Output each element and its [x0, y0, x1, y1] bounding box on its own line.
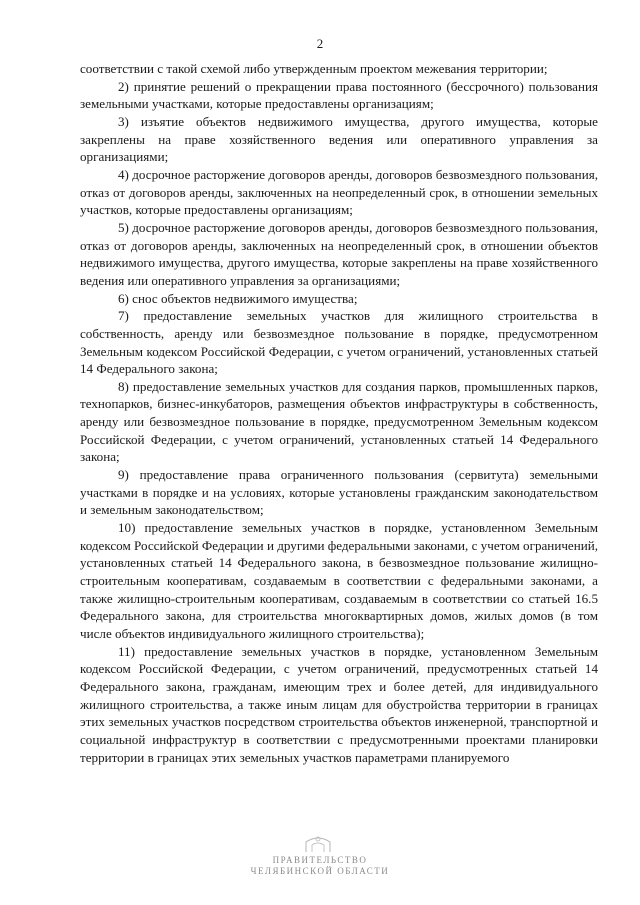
paragraph-item-10: 10) предоставление земельных участков в порядке, установленном Земельным кодексом Российской Федерации и другими федеральными законами, с учетом ограничений, установленных статьей 14 Федерального закона, в безвозмездное пользование жилищно-строительным кооперативам, создаваемым в соответствии с федеральными законами, а также жилищно-строительным кооперативам, создаваемым в соответствии со статьей 16.5 Федерального закона, для строительства многоквартирных домов, жилых домов (в том числе объектов индивидуального жилищного строительства); [80, 520, 599, 641]
page-number: 2 [316, 36, 324, 51]
paragraph-item-9: 9) предоставление права ограниченного пользования (сервитута) земельными участками в порядке и на условиях, которые установлены гражданским законодательством и земельным законодательством; [80, 467, 598, 518]
paragraph-item-5: 5) досрочное расторжение договоров аренды, договоров безвозмездного пользования, отказ от договоров аренды, заключенных на неопределенный срок, в отношении объектов недвижимого имущества, другого имущества, которые закреплены на праве хозяйственного ведения или оперативного управления за организациями; [80, 219, 598, 288]
paragraph-item-8: 8) предоставление земельных участков для создания парков, промышленных парков, технопарков, бизнес-инкубаторов, размещения объектов инфраструктуры в собственность, аренду или безвозмездное пользование в порядке, предусмотренном Земельным кодексом Российской Федерации, с учетом ограничений, установленных статьей 14 Федерального закона; [80, 378, 598, 465]
watermark-stamp [0, 855, 640, 877]
document-body [80, 60, 598, 766]
paragraph-item-11: 11) предоставление земельных участков в порядке, установленном Земельным кодексом Российской Федерации, с учетом ограничений, предусмотренных статьей 14 Федерального закона, гражданам, имеющим трех и более детей, для индивидуального жилищного строительства, а также иным лицам для обустройства территории в границах этих земельных участков посредством строительства объектов инженерной, транспортной и социальной инфраструктур в соответствии с предусмотренными проектами планировки территории в границах этих земельных участков параметрами планируемого [80, 643, 598, 765]
paragraph-item-4: 4) досрочное расторжение договоров аренды, договоров безвозмездного пользования, отказ от договоров аренды, заключенных на неопределенный срок, в отношении земельных участков, которые предоставлены организациям; [80, 166, 598, 218]
paragraph-item-7: 7) предоставление земельных участков для жилищного строительства в собственность, аренду или безвозмездное пользование в порядке, предусмотренном Земельным кодексом Российской Федерации, с учетом ограничений, установленных статьей 14 Федерального закона; [80, 308, 598, 377]
stamp-line-1: ПРАВИТЕЛЬСТВО [272, 855, 368, 865]
paragraph-item-3: 3) изъятие объектов недвижимого имущества, другого имущества, которые закреплены на праве хозяйственного ведения или оперативного управления за организациями; [80, 113, 598, 165]
emblem-icon [300, 832, 336, 854]
paragraph-item-6: 6) снос объектов недвижимого имущества; [118, 290, 358, 306]
paragraph-continuation: соответствии с такой схемой либо утвержденным проектом межевания территории; [80, 61, 548, 76]
paragraph-item-2: 2) принятие решений о прекращении права постоянного (бессрочного) пользования земельными участками, которые предоставлены организациям; [80, 78, 598, 112]
stamp-line-2: ЧЕЛЯБИНСКОЙ ОБЛАСТИ [250, 866, 390, 876]
